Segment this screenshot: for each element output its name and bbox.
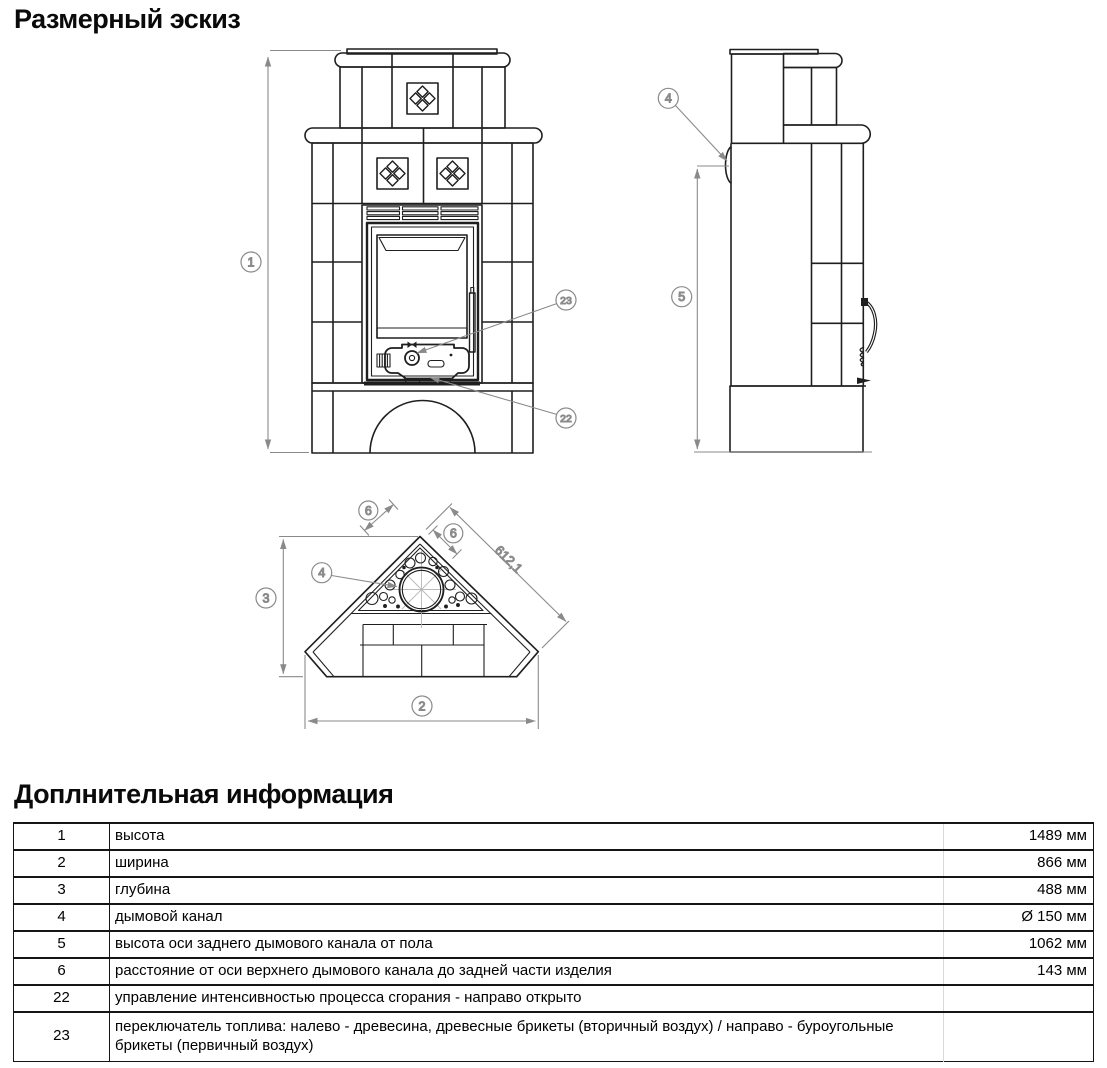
row-value: 143 мм: [944, 958, 1094, 985]
door-handle: [470, 293, 476, 352]
row-description: ширина: [110, 850, 944, 877]
svg-text:1: 1: [247, 255, 255, 270]
fire-door: [367, 223, 478, 380]
table-row: [14, 931, 1094, 958]
front-view-dimensions: [241, 51, 576, 453]
row-value: Ø 150 мм: [944, 904, 1094, 931]
svg-text:4: 4: [664, 91, 672, 106]
row-number: 5: [14, 931, 110, 958]
row-number: 22: [14, 985, 110, 1012]
callout-6-right: [444, 524, 463, 543]
decor-tile: [437, 158, 468, 189]
side-view: [726, 50, 876, 453]
decor-tile: [377, 158, 408, 189]
side-door-handle: [860, 298, 875, 366]
sketch-title: Размерный эскиз: [14, 4, 241, 34]
row-description: высота оси заднего дымового канала от пола: [110, 931, 944, 958]
row-number: 6: [14, 958, 110, 985]
row-value: 1062 мм: [944, 931, 1094, 958]
row-value: 488 мм: [944, 877, 1094, 904]
table-row: [14, 985, 1094, 1012]
svg-text:3: 3: [262, 591, 270, 606]
row-number: 1: [14, 823, 110, 850]
row-value: 866 мм: [944, 850, 1094, 877]
callout-2: [412, 696, 432, 716]
svg-text:23: 23: [560, 294, 572, 307]
callout-6-left: [359, 501, 378, 520]
callout-1: [241, 252, 261, 272]
table-row: [14, 904, 1094, 931]
callout-4: [658, 88, 678, 108]
row-number: 4: [14, 904, 110, 931]
vent-grille: [367, 207, 478, 220]
table-row: [14, 958, 1094, 985]
table-row: [14, 823, 1094, 850]
callout-5: [672, 287, 692, 307]
diagonal-dimension-label: 612,1: [491, 542, 526, 576]
row-description: дымовой канал: [110, 904, 944, 931]
svg-text:22: 22: [560, 412, 572, 425]
table-row: [14, 850, 1094, 877]
row-description: глубина: [110, 877, 944, 904]
svg-text:5: 5: [678, 290, 686, 304]
row-value: [944, 1012, 1094, 1061]
row-description: высота: [110, 823, 944, 850]
svg-text:6: 6: [364, 503, 372, 518]
row-value: [944, 985, 1094, 1012]
svg-text:6: 6: [449, 526, 457, 541]
callout-23: [556, 290, 576, 310]
row-number: 23: [14, 1012, 110, 1061]
callout-3: [256, 588, 276, 608]
row-number: 3: [14, 877, 110, 904]
callout-4-top: [312, 563, 332, 583]
row-description: расстояние от оси верхнего дымового канала до задней части изделия: [110, 958, 944, 985]
base-arch: [312, 383, 533, 453]
info-table: [13, 822, 1094, 1062]
svg-text:2: 2: [418, 699, 426, 714]
row-value: 1489 мм: [944, 823, 1094, 850]
svg-text:4: 4: [318, 566, 326, 580]
callout-22: [556, 408, 576, 428]
table-row: [14, 877, 1094, 904]
fuel-switch-mark: [408, 342, 417, 349]
info-title: Доплнительная информация: [14, 779, 394, 809]
top-view-dimensions: [256, 500, 569, 730]
control-unit: [377, 342, 469, 384]
decor-tile: [407, 83, 438, 114]
row-description: управление интенсивностью процесса сгорания - направо открыто: [110, 985, 944, 1012]
table-row: [14, 1012, 1094, 1061]
row-description: переключатель топлива: налево - древесина, древесные брикеты (вторичный воздух) / направо - буроугольные брикеты (первичный воздух): [110, 1012, 944, 1061]
front-view: [305, 49, 542, 453]
control-knob: [405, 351, 419, 365]
row-number: 2: [14, 850, 110, 877]
